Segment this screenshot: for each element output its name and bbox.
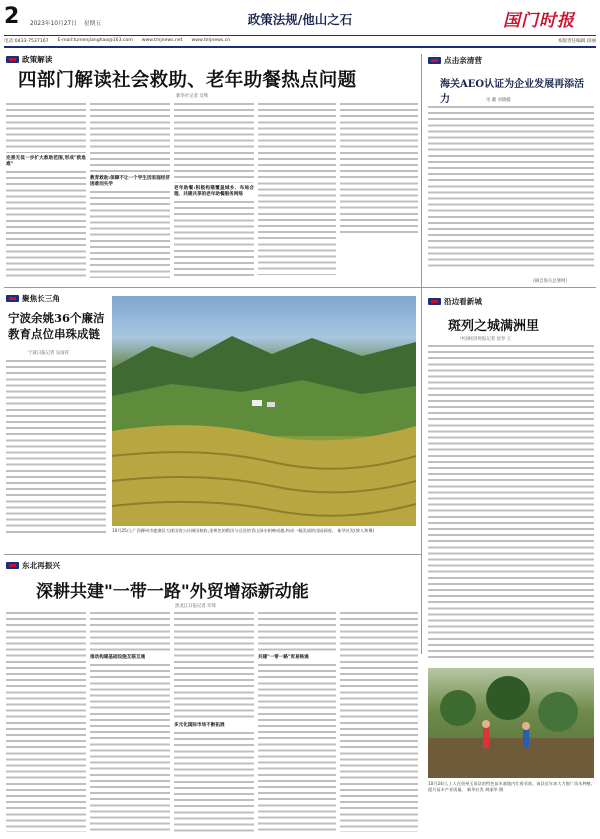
border-section-label [428,296,482,307]
info-website: www.tmjnews.net [141,38,183,43]
focus-headline [8,310,108,342]
section-marker-icon [6,56,19,63]
section-marker-icon [428,57,441,64]
info-phone: 电话:0433-7537167 [4,39,49,44]
pointcol-byline: 见 戴 刘晓媛 [486,98,511,103]
policy-headline: 四部门解读社会救助、老年助餐热点问题 [18,70,357,91]
section-marker-icon [6,562,19,569]
policy-subhead-3: 老年助餐:积极构建覆盖城乡、布局合理、共建共享的老年助餐服务网络 [174,186,254,198]
info-email: E-mail:tumenjianghao@163.com [57,38,133,43]
info-line [4,38,596,44]
northeast-byline: 黑龙江日报记者 许琦 [175,604,216,609]
section-divider-1 [4,287,596,288]
section-title: 政策法规/他山之石 [247,12,353,27]
northeast-subhead-2: 多元化国际市场不断拓展 [174,723,225,728]
northeast-headline: 深耕共建"一带一路"外贸增添新动能 [36,582,309,602]
border-byline: 中国经济时报记者 沈寿 王 [460,337,512,342]
column-divider [421,54,422,654]
photo-caption-text: 10月25日,广西柳州市鹿寨县大排田湾公社梯田秋收,金黄色的稻田与远处的青山绿水相映成趣,构成一幅美丽的田园画卷。 [112,528,337,533]
policy-subhead-2: 教育救助:保障不让一个学生因家庭经济困难而失学 [90,176,170,188]
masthead-rule [4,35,596,36]
focus-section-text: 聚焦长三角 [22,294,60,303]
page-number: 2 [4,4,20,29]
northeast-col-2 [90,612,170,834]
northeast-col-1 [6,612,86,834]
issue-date [30,18,101,27]
nursery-photo [428,668,594,778]
section-divider-2 [4,554,422,555]
northeast-subhead-1: 推动构建基础设施互联互通 [90,655,146,660]
policy-col-4 [258,103,336,278]
border-body [428,345,594,663]
nursery-photo-credit: 新华社发 胡丽华 摄 [467,787,504,792]
northeast-col-5 [340,612,418,834]
policy-col-2 [90,103,170,278]
northeast-subhead-3: 共建"一带一路"贸易畅通 [258,655,309,660]
focus-section-label [6,293,60,304]
northeast-section-text: 东北再振兴 [22,561,60,570]
policy-col-1 [6,103,86,278]
focus-headline-line-1: 宁波余姚36个廉洁 [8,311,105,325]
focus-headline-line-2: 教育点位串珠成链 [8,327,100,341]
landscape-photo-art [112,296,416,526]
landscape-photo [112,296,416,526]
policy-section-text: 政策解读 [22,55,53,64]
section-marker-icon [428,298,441,305]
policy-col-3 [174,103,254,278]
landscape-photo-caption [112,528,416,534]
info-editor: 本版责任编辑 段丽 [557,39,596,44]
focus-body [6,360,106,538]
paper-logo: 国门时报 [503,11,575,31]
pointcol-headline: 海关AEO认证为企业发展再添活力 [440,79,585,105]
policy-byline: 新华社记者 吴隽 [176,94,209,99]
weekday-text: 星期五 [83,21,102,27]
date-text: 2023年10月27日 [30,21,77,27]
policy-subhead-1: 完善无低一步扩大救助范围,形成"救急难" [6,156,86,168]
northeast-col-4 [258,612,336,834]
northeast-col-3 [174,612,254,834]
info-website-2: www.tmjnews.cn [191,38,231,43]
nursery-photo-art [428,668,594,778]
masthead-rule-2 [4,46,596,48]
pointcol-section-text: 点击亲清营 [444,56,482,65]
policy-section-label [6,54,52,65]
border-section-text: 沿边看新城 [444,297,482,306]
section-marker-icon [6,295,19,302]
pointcol-body [428,106,594,276]
border-headline: 斑列之城满洲里 [448,319,540,334]
pointcol-section-label [428,55,482,66]
nursery-caption-text: 10月24日,工人在贵州玉屏县的特色苗木基地内忙着采收。该县近年来大力推广苗木种植,提升苗木产业质量。 [428,781,593,792]
pointcol-source: (摘自海关总署网) [533,279,568,284]
nursery-photo-caption [428,781,594,793]
northeast-section-label [6,560,60,571]
policy-col-5 [340,103,418,278]
photo-credit: 新华社发(黎人和摄) [337,528,375,533]
focus-byline: 宁波日报记者 吴雨萍 [28,351,69,356]
